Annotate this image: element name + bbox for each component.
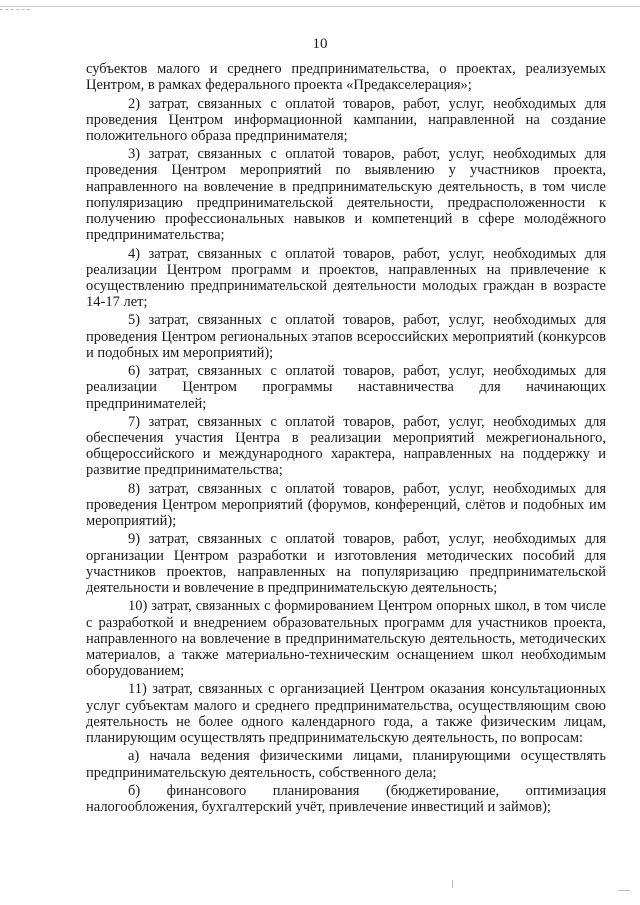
paragraph-item-6: 6) затрат, связанных с оплатой товаров, работ, услуг, необходимых для реализации Центром программы наставничества для начинающих предпринимателей; xyxy=(86,363,606,412)
paragraph-item-9: 9) затрат, связанных с оплатой товаров, работ, услуг, необходимых для организации Центром разработки и изготовления методических пособий для участников проектов, направленных на популяризацию предпринимательской деятельности и вовлечение в предпринимательскую деятельность; xyxy=(86,531,606,597)
document-body xyxy=(86,61,606,815)
scan-top-edge xyxy=(0,6,640,7)
page-number: 10 xyxy=(312,36,328,52)
scan-artifact xyxy=(618,890,630,891)
paragraph-item-2: 2) затрат, связанных с оплатой товаров, работ, услуг, необходимых для проведения Центром информационной кампании, направленной на создание положительного образа предпринимателя; xyxy=(86,95,606,144)
scan-top-dash xyxy=(0,9,30,10)
scan-artifact xyxy=(452,880,453,888)
paragraph-item-8: 8) затрат, связанных с оплатой товаров, работ, услуг, необходимых для проведения Центром мероприятий (форумов, конференций, слётов и подобных им мероприятий); xyxy=(86,480,606,530)
paragraph-item-4: 4) затрат, связанных с оплатой товаров, работ, услуг, необходимых для реализации Центром программ и проектов, направленных на привлечение к осуществлению предпринимательской деятельности молодых граждан в возрасте 14-17 лет; xyxy=(86,245,606,311)
paragraph-subitem-a: а) начала ведения физическими лицами, планирующими осуществлять предпринимательскую деятельность, собственного дела; xyxy=(86,748,606,781)
paragraph-item-7: 7) затрат, связанных с оплатой товаров, работ, услуг, необходимых для обеспечения участия Центра в реализации мероприятий межрегионального, общероссийского и международного характера, направленных на поддержку и развитие предпринимательства; xyxy=(86,413,606,479)
paragraph-subitem-b: б) финансового планирования (бюджетирование, оптимизация налогообложения, бухгалтерский учёт, привлечение инвестиций и займов); xyxy=(86,782,606,816)
paragraph-item-5: 5) затрат, связанных с оплатой товаров, работ, услуг, необходимых для проведения Центром региональных этапов всероссийских мероприятий (конкурсов и подобных им мероприятий); xyxy=(86,312,606,361)
paragraph-item-10: 10) затрат, связанных с формированием Центром опорных школ, в том числе с разработкой и внедрением образовательных программ для участников проекта, направленного на вовлечение в предпринимательскую деятельность, методических материалов, а также материально-техническим оснащением школ необходимым оборудованием; xyxy=(86,598,606,680)
paragraph-item-3: 3) затрат, связанных с оплатой товаров, работ, услуг, необходимых для проведения Центром мероприятий по выявлению у участников проекта, направленного на вовлечение в предпринимательскую деятельность, в том числе популяризацию предпринимательской деятельности, предрасположенности к получению профессиональных навыков и компетенций в сфере молодёжного предпринимательства; xyxy=(86,146,606,244)
paragraph-continuation: субъектов малого и среднего предпринимательства, о проектах, реализуемых Центром, в рамках федерального проекта «Предакселерация»; xyxy=(86,61,606,94)
paragraph-item-11: 11) затрат, связанных с организацией Центром оказания консультационных услуг субъектам малого и среднего предпринимательства, осуществляющим свою деятельность не более одного календарного года, а также физическим лицам, планирующим осуществлять предпринимательскую деятельность, по вопросам: xyxy=(86,681,606,747)
